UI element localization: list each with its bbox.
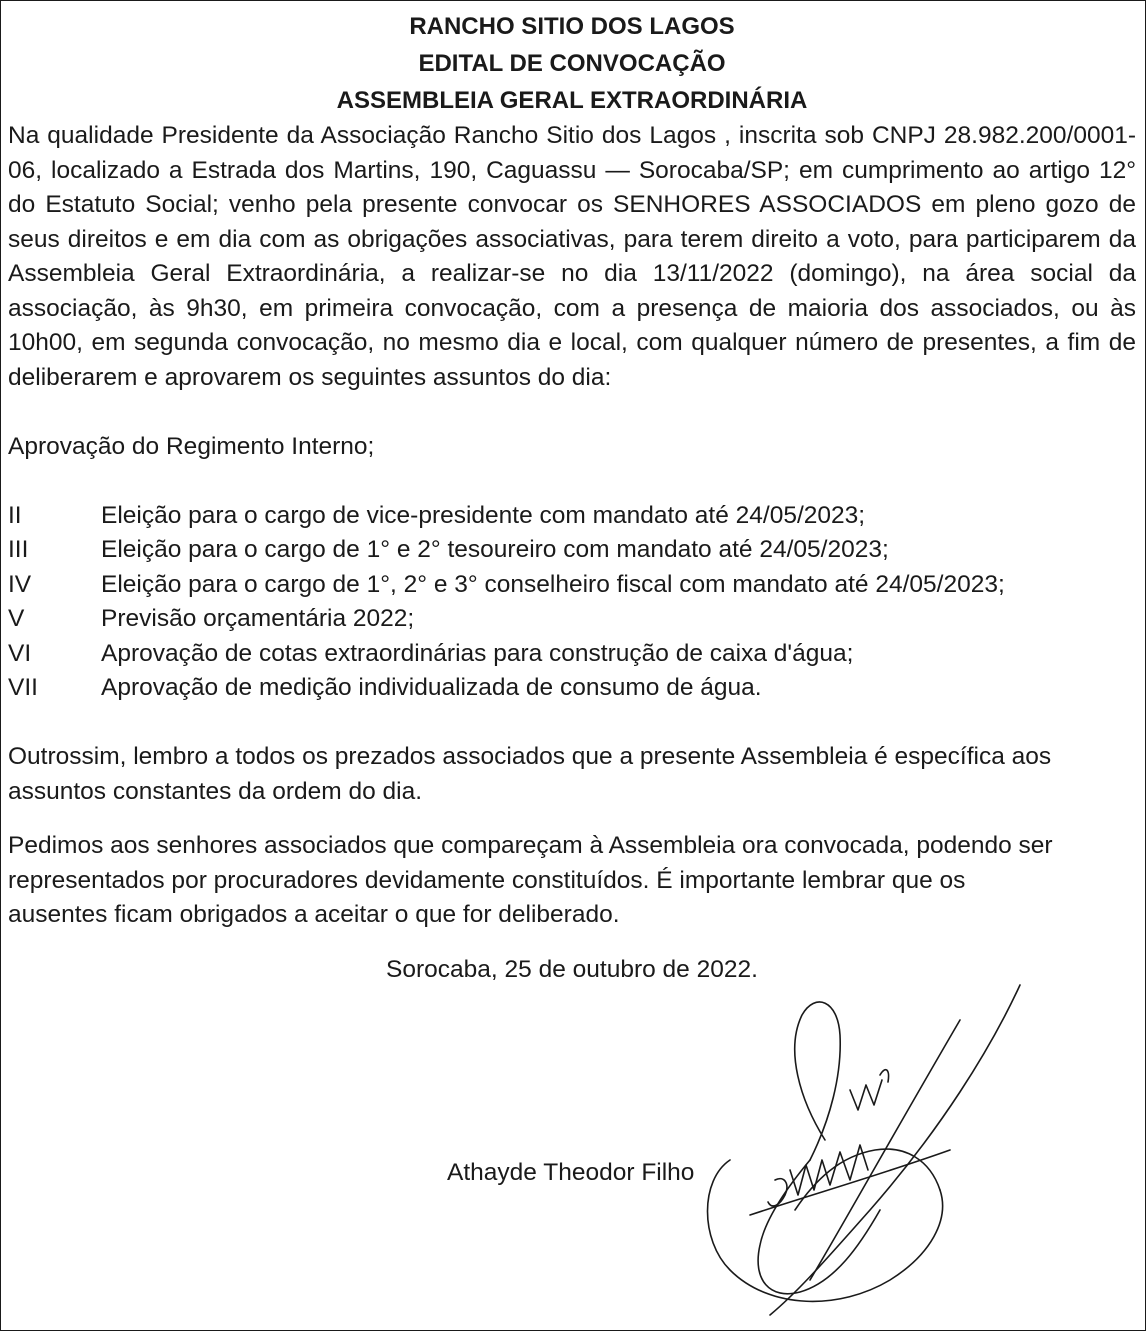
agenda-item bbox=[8, 568, 1136, 603]
agenda-item-text: Eleição para o cargo de 1° e 2° tesoureiro com mandato até 24/05/2023; bbox=[101, 536, 889, 563]
agenda-item-number: IV bbox=[8, 570, 32, 598]
request-line-3: ausentes ficam obrigados a aceitar o que for deliberado. bbox=[8, 901, 620, 928]
agenda-item bbox=[8, 671, 1136, 706]
request-line-1: Pedimos aos senhores associados que compareçam à Assembleia ora convocada, podendo ser bbox=[8, 832, 1053, 859]
notice-type: EDITAL DE CONVOCAÇÃO bbox=[418, 50, 726, 77]
agenda-list bbox=[8, 499, 1136, 706]
agenda-item-number: II bbox=[8, 501, 22, 529]
agenda-item-text: Aprovação de medição individualizada de consumo de água. bbox=[101, 674, 762, 701]
agenda-item-number: V bbox=[8, 605, 25, 632]
request-line-2: representados por procuradores devidamente constituídos. É importante lembrar que os bbox=[8, 866, 966, 894]
agenda-item-text: Eleição para o cargo de 1°, 2° e 3° conselheiro fiscal com mandato até 24/05/2023; bbox=[101, 570, 1005, 598]
org-name: RANCHO SITIO DOS LAGOS bbox=[409, 13, 735, 40]
assembly-title: ASSEMBLEIA GERAL EXTRAORDINÁRIA bbox=[336, 87, 808, 114]
agenda-item-text: Previsão orçamentária 2022; bbox=[101, 605, 415, 632]
handwritten-signature bbox=[690, 980, 1030, 1325]
agenda-item-number: VII bbox=[8, 674, 38, 701]
notice-document bbox=[8, 8, 1136, 987]
reminder-paragraph: Outrossim, lembro a todos os prezados associados que a presente Assembleia é específica aos assuntos constantes da ordem do dia. bbox=[8, 743, 1052, 805]
signer-name: Athayde Theodor Filho bbox=[447, 1159, 695, 1186]
agenda-item bbox=[8, 637, 1136, 672]
agenda-first-item: Aprovação do Regimento Interno; bbox=[8, 432, 375, 460]
agenda-item-text: Aprovação de cotas extraordinárias para construção de caixa d'água; bbox=[101, 639, 854, 667]
agenda-item bbox=[8, 499, 1136, 534]
agenda-item-number: III bbox=[8, 536, 29, 563]
agenda-item bbox=[8, 533, 1136, 568]
agenda-item bbox=[8, 602, 1136, 637]
place-date: Sorocaba, 25 de outubro de 2022. bbox=[386, 955, 758, 983]
intro-paragraph: Na qualidade Presidente da Associação Rancho Sitio dos Lagos , inscrita sob CNPJ 28.982.200/0001-06, localizado a Estrada dos Martins, 190, Caguassu — Sorocaba/SP; em cumprimento ao artigo 12° do Estatuto Social; venho pela presente convocar os SENHORES ASSOCIADOS em pleno gozo de seus direitos e em dia com as obrigações associativas, para terem direito a voto, para participarem da Assembleia Geral Extraordinária, a realizar-se no dia 13/11/2022 (domingo), na área social da associação, às 9h30, em primeira convocação, com a presença de maioria dos associados, ou às 10h00, em segunda convocação, no mesmo dia e local, com qualquer número de presentes, a fim de deliberarem e aprovarem os seguintes assuntos do dia: bbox=[8, 122, 1136, 391]
agenda-item-text: Eleição para o cargo de vice-presidente com mandato até 24/05/2023; bbox=[101, 501, 866, 529]
agenda-item-number: VI bbox=[8, 639, 32, 667]
